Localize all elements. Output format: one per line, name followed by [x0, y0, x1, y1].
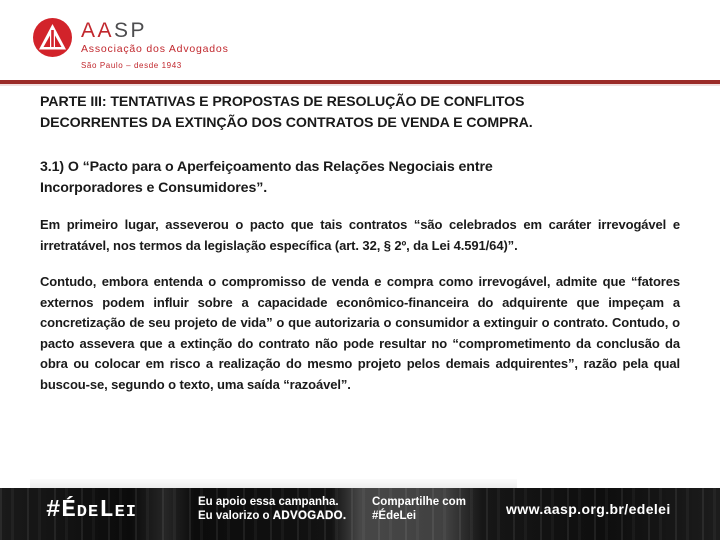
aasp-emblem-icon — [33, 18, 72, 57]
footer-shadow — [30, 479, 517, 488]
aasp-tagline: São Paulo – desde 1943 — [81, 61, 182, 70]
advogado-emphasis: ADVOGADO. — [272, 509, 347, 522]
edelei-hashtag-logo: #ÉdeLei — [46, 497, 138, 524]
campaign-website-link[interactable]: www.aasp.org.br/edelei — [506, 501, 671, 517]
support-line-2: Eu valorizo o ADVOGADO. — [198, 509, 347, 522]
campaign-support-text — [198, 496, 346, 523]
aasp-logo-text — [81, 18, 229, 70]
share-line-1: Compartilhe com — [372, 496, 466, 508]
campaign-banner — [0, 488, 720, 540]
support-line-1: Eu apoio essa campanha. — [198, 496, 339, 508]
aasp-acronym: AASP — [81, 19, 148, 42]
aasp-subtitle: Associação dos Advogados — [81, 43, 229, 55]
section-heading: 3.1) O “Pacto para o Aperfeiçoamento das Relações Negociais entre Incorporadores e Consumidores”. — [40, 159, 493, 196]
slide-title: PARTE III: TENTATIVAS E PROPOSTAS DE RESOLUÇÃO DE CONFLITOS DECORRENTES DA EXTINÇÃO DOS CONTRATOS DE VENDA E COMPRA. — [40, 94, 533, 131]
header-divider-rule — [0, 80, 720, 84]
paragraph-2: Contudo, embora entenda o compromisso de venda e compra como irrevogável, admite que “fatores externos podem influir sobre a capacidade econômico-financeira do adquirente que impeçam a concretização de seu projeto de vida” o que autorizaria o consumidor a extinguir o contrato. Contudo, o pacto assevera que a extinção do contrato não pode resultar no “comprometimento da conclusão da obra ou colocar em risco a realização do mesmo projeto pelos demais adquirentes”, razão pela qual buscou-se, segundo o texto, uma saída “razoável”. — [40, 274, 680, 392]
share-line-2: #ÉdeLei — [372, 509, 417, 522]
paragraph-1: Em primeiro lugar, asseverou o pacto que tais contratos “são celebrados em caráter irrevogável e irretratável, nos termos da legislação específica (art. 32, § 2º, da Lei 4.591/64)”. — [40, 217, 680, 253]
aasp-logo — [33, 18, 229, 70]
campaign-share-text — [372, 496, 466, 523]
